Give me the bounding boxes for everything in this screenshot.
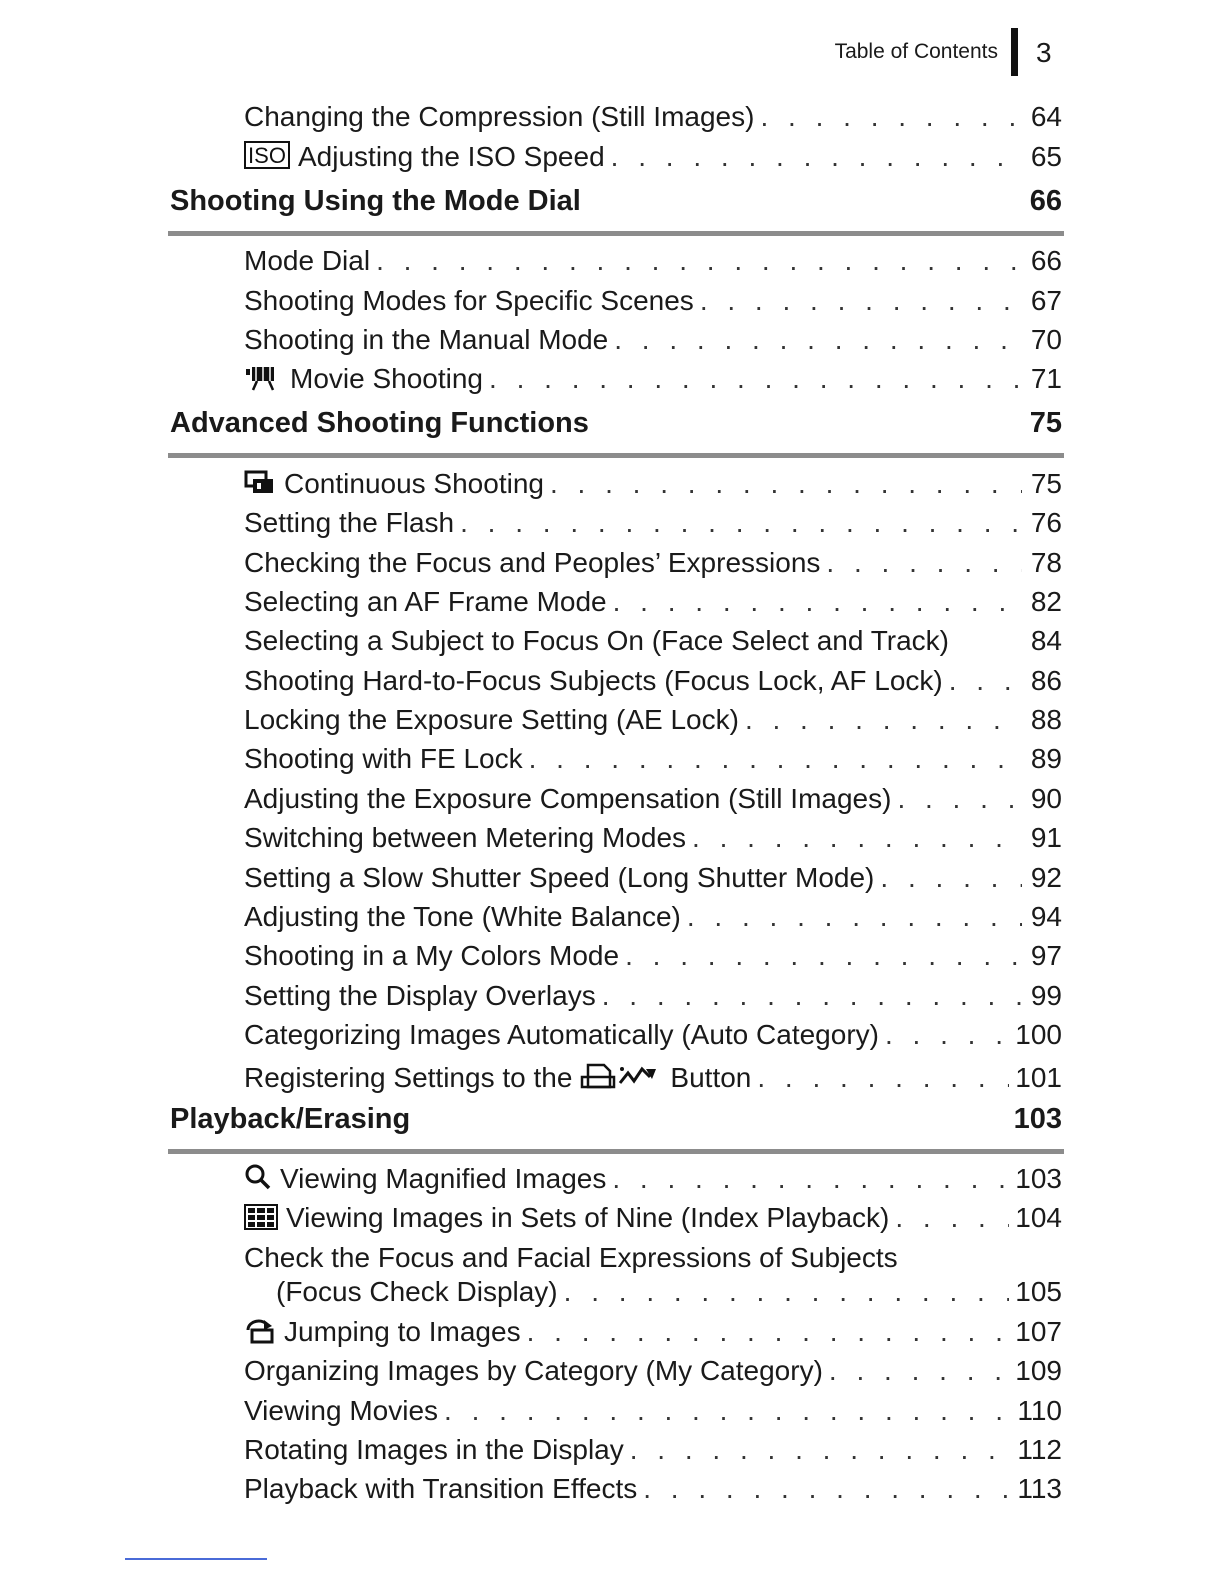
dot-leader: [897, 783, 1022, 815]
toc-entry-page-number: 70: [1030, 323, 1062, 355]
page-number: 3: [1036, 37, 1052, 68]
toc-entry-row: [244, 704, 1062, 736]
toc-entry-page-number: 82: [1030, 585, 1062, 617]
dot-leader: [643, 1473, 1011, 1505]
toc-entry[interactable]: [244, 819, 1062, 858]
toc-entry-page-number: 71: [1030, 363, 1062, 395]
toc-entry-row: [244, 901, 1062, 933]
section-heading[interactable]: [168, 181, 1064, 236]
toc-entry-page-number: 94: [1030, 901, 1062, 933]
dot-leader: [611, 141, 1022, 173]
dot-leader: [460, 507, 1022, 539]
toc-entry-title: [244, 1473, 637, 1505]
toc-entry-text: Viewing Movies: [244, 1394, 439, 1426]
toc-entry-text: Changing the Compression (Still Images): [244, 101, 755, 133]
toc-entry-text: Rotating Images in the Display: [244, 1433, 624, 1465]
toc-entry[interactable]: [244, 622, 1062, 661]
dot-leader: [529, 743, 1022, 775]
toc-entry-page-number: 75: [1030, 467, 1062, 499]
index-playback-icon: [244, 1204, 278, 1237]
toc-entry-page-number: 110: [1017, 1394, 1062, 1426]
toc-entry-title: [244, 285, 694, 317]
dot-leader: [745, 704, 1022, 736]
toc-entry-title: Check the Focus and Facial Expressions of Subjects: [244, 1242, 898, 1274]
toc-entry-title: [244, 1395, 438, 1427]
dot-leader: [885, 1019, 1009, 1051]
dot-leader: [700, 285, 1022, 317]
section-heading[interactable]: [168, 403, 1064, 458]
dot-leader: [895, 1202, 1009, 1234]
toc-entry[interactable]: [244, 937, 1062, 976]
toc-entry-text: Checking the Focus and Peoples’ Expressions: [244, 546, 821, 578]
toc-entry-text: Shooting Hard-to-Focus Subjects (Focus Lock, AF Lock): [244, 664, 943, 696]
toc-entry-title: [244, 547, 820, 579]
toc-entry-row: [244, 783, 1062, 815]
iso-icon: [244, 141, 290, 176]
toc-entry-page-number: 90: [1030, 782, 1062, 814]
toc-entry[interactable]: [244, 1199, 1062, 1238]
dot-leader: [444, 1395, 1011, 1427]
toc-entry-title: [244, 901, 681, 933]
toc-entry-text: Shooting in a My Colors Mode: [244, 940, 620, 972]
toc-entry-text: Viewing Images in Sets of Nine (Index Playback): [286, 1202, 890, 1234]
toc-entry-text: Selecting a Subject to Focus On (Face Select and Track): [244, 625, 950, 657]
toc-entry-title: [244, 363, 483, 398]
toc-entry-row: [244, 1059, 1062, 1091]
toc-entry-page-number: 107: [1015, 1315, 1062, 1347]
toc-entry-page-number: 104: [1015, 1202, 1062, 1234]
toc-entry-title: [244, 586, 607, 618]
toc-entry[interactable]: [244, 1016, 1062, 1055]
toc-entry-text: Mode Dial: [244, 245, 371, 277]
toc-entry-text: Continuous Shooting: [284, 467, 544, 499]
print-share-icon: [580, 1059, 662, 1098]
dot-leader: [757, 1062, 1009, 1094]
toc-entry-row: [244, 245, 1062, 277]
toc-entry-row: [244, 285, 1062, 317]
toc-entry-page-number: 76: [1030, 507, 1062, 539]
toc-entry-title: [244, 743, 523, 775]
toc-entry-text: Categorizing Images Automatically (Auto Category): [244, 1019, 879, 1051]
toc-entry[interactable]: [244, 98, 1062, 137]
magnify-icon: [244, 1163, 272, 1198]
toc-entry-page-number: 105: [1015, 1276, 1062, 1308]
toc-entry-title: [244, 940, 619, 972]
svg-text:ISO: ISO: [248, 142, 286, 168]
section-heading[interactable]: [168, 1099, 1064, 1154]
toc-entry-title: [244, 822, 686, 854]
toc-entry[interactable]: [244, 464, 1062, 503]
toc-entry-text: Switching between Metering Modes: [244, 822, 687, 854]
dot-leader: [625, 940, 1022, 972]
header-title: Table of Contents: [834, 40, 998, 63]
toc-entry-text: Setting the Flash: [244, 507, 455, 539]
toc-entry-page-number: 101: [1015, 1061, 1062, 1093]
page-header: [0, 28, 1224, 76]
toc-entry-row: [244, 1163, 1062, 1195]
toc-entry[interactable]: [244, 858, 1062, 897]
toc-entry-title: [244, 141, 605, 176]
toc-entry[interactable]: [244, 740, 1062, 779]
section-page-number: 103: [1013, 1102, 1062, 1135]
jump-icon: [244, 1316, 276, 1351]
toc-entry-row: [244, 363, 1062, 395]
toc-entry-text: Adjusting the Tone (White Balance): [244, 901, 681, 933]
dot-leader: [829, 1355, 1009, 1387]
toc-entry-title: [244, 665, 943, 697]
toc-entry-text: Setting a Slow Shutter Speed (Long Shutter Mode): [244, 861, 875, 893]
toc-entry-page-number: 84: [1030, 625, 1062, 657]
table-of-contents: [0, 98, 1224, 1509]
toc-entry-page-number: 65: [1030, 140, 1062, 172]
toc-entry-title: [244, 980, 596, 1012]
dot-leader: [564, 1276, 1010, 1308]
toc-entry-page-number: 89: [1030, 743, 1062, 775]
toc-entry-title: [244, 783, 891, 815]
toc-entry-text: Adjusting the Exposure Compensation (Still Images): [244, 782, 892, 814]
section-title: Playback/Erasing: [170, 1102, 411, 1135]
toc-entry-row: [276, 1276, 1062, 1308]
dot-leader: [527, 1316, 1010, 1348]
toc-entry-title: [244, 1059, 751, 1098]
toc-entry-row: [244, 862, 1062, 894]
toc-entry-page-number: 112: [1017, 1433, 1062, 1465]
dot-leader: [692, 822, 1022, 854]
toc-entry[interactable]: [244, 242, 1062, 281]
dot-leader: [550, 468, 1022, 500]
toc-entry-row: [244, 101, 1062, 133]
toc-entry-text: Selecting an AF Frame Mode: [244, 585, 607, 617]
section-title: Shooting Using the Mode Dial: [170, 184, 581, 217]
dot-leader: [880, 862, 1022, 894]
toc-entry-page-number: 109: [1015, 1355, 1062, 1387]
toc-entry-text: Jumping to Images: [284, 1315, 521, 1347]
toc-entry-text: Locking the Exposure Setting (AE Lock): [244, 704, 739, 736]
toc-entry-page-number: 91: [1030, 822, 1062, 854]
toc-entry[interactable]: [244, 543, 1062, 582]
toc-entry-row: [244, 822, 1062, 854]
dot-leader: [614, 324, 1022, 356]
toc-entry-page-number: 64: [1030, 101, 1062, 133]
toc-entry-text: Adjusting the ISO Speed: [298, 140, 605, 172]
toc-entry-text: Shooting in the Manual Mode: [244, 323, 609, 355]
toc-entry-text: Playback with Transition Effects: [244, 1473, 638, 1505]
toc-entry-row: [244, 468, 1062, 500]
toc-entry[interactable]: [244, 321, 1062, 360]
toc-entry[interactable]: [244, 1055, 1062, 1094]
toc-entry-row: [244, 940, 1062, 972]
toc-entry-title: [244, 1434, 624, 1466]
toc-entry-text-after: Button: [670, 1061, 752, 1093]
toc-entry-row: [244, 547, 1062, 579]
toc-entry-row: [244, 507, 1062, 539]
toc-entry[interactable]: [244, 360, 1062, 399]
toc-entry-row: [244, 980, 1062, 1012]
toc-entry[interactable]: [244, 1431, 1062, 1470]
toc-entry-title: [244, 1163, 606, 1198]
toc-entry-title: [244, 101, 754, 133]
toc-entry-text: Setting the Display Overlays: [244, 979, 596, 1011]
toc-entry-text: Registering Settings to the: [244, 1061, 573, 1093]
toc-entry-title: [244, 245, 370, 277]
toc-entry-row: [244, 625, 1062, 657]
dot-leader: [949, 665, 1022, 697]
toc-entry[interactable]: [244, 1160, 1062, 1199]
dot-leader: [376, 245, 1022, 277]
toc-entry-page-number: 100: [1015, 1019, 1062, 1051]
dot-leader: [687, 901, 1022, 933]
dot-leader: [612, 1163, 1009, 1195]
dot-leader: [760, 101, 1022, 133]
toc-entry[interactable]: [244, 137, 1062, 176]
toc-entry-page-number: 97: [1030, 940, 1062, 972]
toc-entry-row: [244, 743, 1062, 775]
toc-entry-page-number: 67: [1030, 284, 1062, 316]
toc-entry-row: [244, 1316, 1062, 1348]
toc-entry-page-number: 92: [1030, 861, 1062, 893]
toc-entry-row: [244, 141, 1062, 173]
toc-entry[interactable]: [244, 1238, 1062, 1312]
toc-entry-row: [244, 1202, 1062, 1234]
toc-entry[interactable]: [244, 1391, 1062, 1430]
footer-rule: [125, 1558, 267, 1560]
toc-entry-text: Organizing Images by Category (My Category): [244, 1355, 823, 1387]
toc-entry-text: Viewing Magnified Images: [280, 1162, 607, 1194]
toc-entry-row: [244, 324, 1062, 356]
toc-entry-page-number: 113: [1017, 1473, 1062, 1505]
toc-entry-row: [244, 1395, 1062, 1427]
toc-entry[interactable]: [244, 661, 1062, 700]
toc-entry-title: [244, 625, 949, 657]
toc-entry-page-number: 88: [1030, 704, 1062, 736]
continuous-shooting-icon: [244, 470, 276, 503]
toc-entry[interactable]: [244, 701, 1062, 740]
toc-entry-text: Shooting Modes for Specific Scenes: [244, 284, 694, 316]
toc-entry-text: Movie Shooting: [290, 363, 484, 395]
toc-entry-row: [244, 1434, 1062, 1466]
toc-entry-row: [244, 1019, 1062, 1051]
toc-entry-title: [244, 704, 739, 736]
toc-entry-title: [244, 1316, 521, 1351]
dot-leader: [630, 1434, 1012, 1466]
toc-entry-text: Shooting with FE Lock: [244, 743, 523, 775]
toc-entry-row: [244, 1355, 1062, 1387]
toc-entry-title: [244, 1202, 889, 1237]
toc-entry[interactable]: [244, 898, 1062, 937]
toc-entry-title: [276, 1276, 558, 1308]
toc-entry-row: [244, 665, 1062, 697]
toc-entry-page-number: 78: [1030, 546, 1062, 578]
toc-entry[interactable]: [244, 779, 1062, 818]
movie-camera-icon: [244, 363, 282, 398]
toc-entry-title: [244, 324, 608, 356]
toc-entry-page-number: 103: [1015, 1162, 1062, 1194]
toc-entry-title: [244, 1019, 879, 1051]
dot-leader: [613, 586, 1022, 618]
section-page-number: 75: [1029, 407, 1062, 440]
toc-entry-page-number: 86: [1030, 664, 1062, 696]
dot-leader: [826, 547, 1022, 579]
toc-entry-page-number: 66: [1030, 245, 1062, 277]
section-title: Advanced Shooting Functions: [170, 407, 589, 440]
toc-entry[interactable]: [244, 976, 1062, 1015]
toc-entry[interactable]: [244, 1352, 1062, 1391]
toc-entry-title: [244, 468, 544, 503]
toc-entry-page-number: 99: [1030, 979, 1062, 1011]
toc-entry[interactable]: [244, 1470, 1062, 1509]
toc-entry-title: [244, 507, 454, 539]
toc-entry[interactable]: [244, 281, 1062, 320]
toc-entry[interactable]: [244, 583, 1062, 622]
toc-entry-row: [244, 586, 1062, 618]
toc-entry-title: [244, 862, 874, 894]
toc-entry-text: (Focus Check Display): [276, 1276, 558, 1308]
header-divider: [1011, 28, 1018, 76]
section-page-number: 66: [1029, 184, 1062, 217]
toc-entry[interactable]: [244, 504, 1062, 543]
dot-leader: [602, 980, 1022, 1012]
toc-entry-row: [244, 1473, 1062, 1505]
toc-entry[interactable]: [244, 1312, 1062, 1351]
dot-leader: [489, 363, 1022, 395]
toc-entry-title: [244, 1355, 823, 1387]
